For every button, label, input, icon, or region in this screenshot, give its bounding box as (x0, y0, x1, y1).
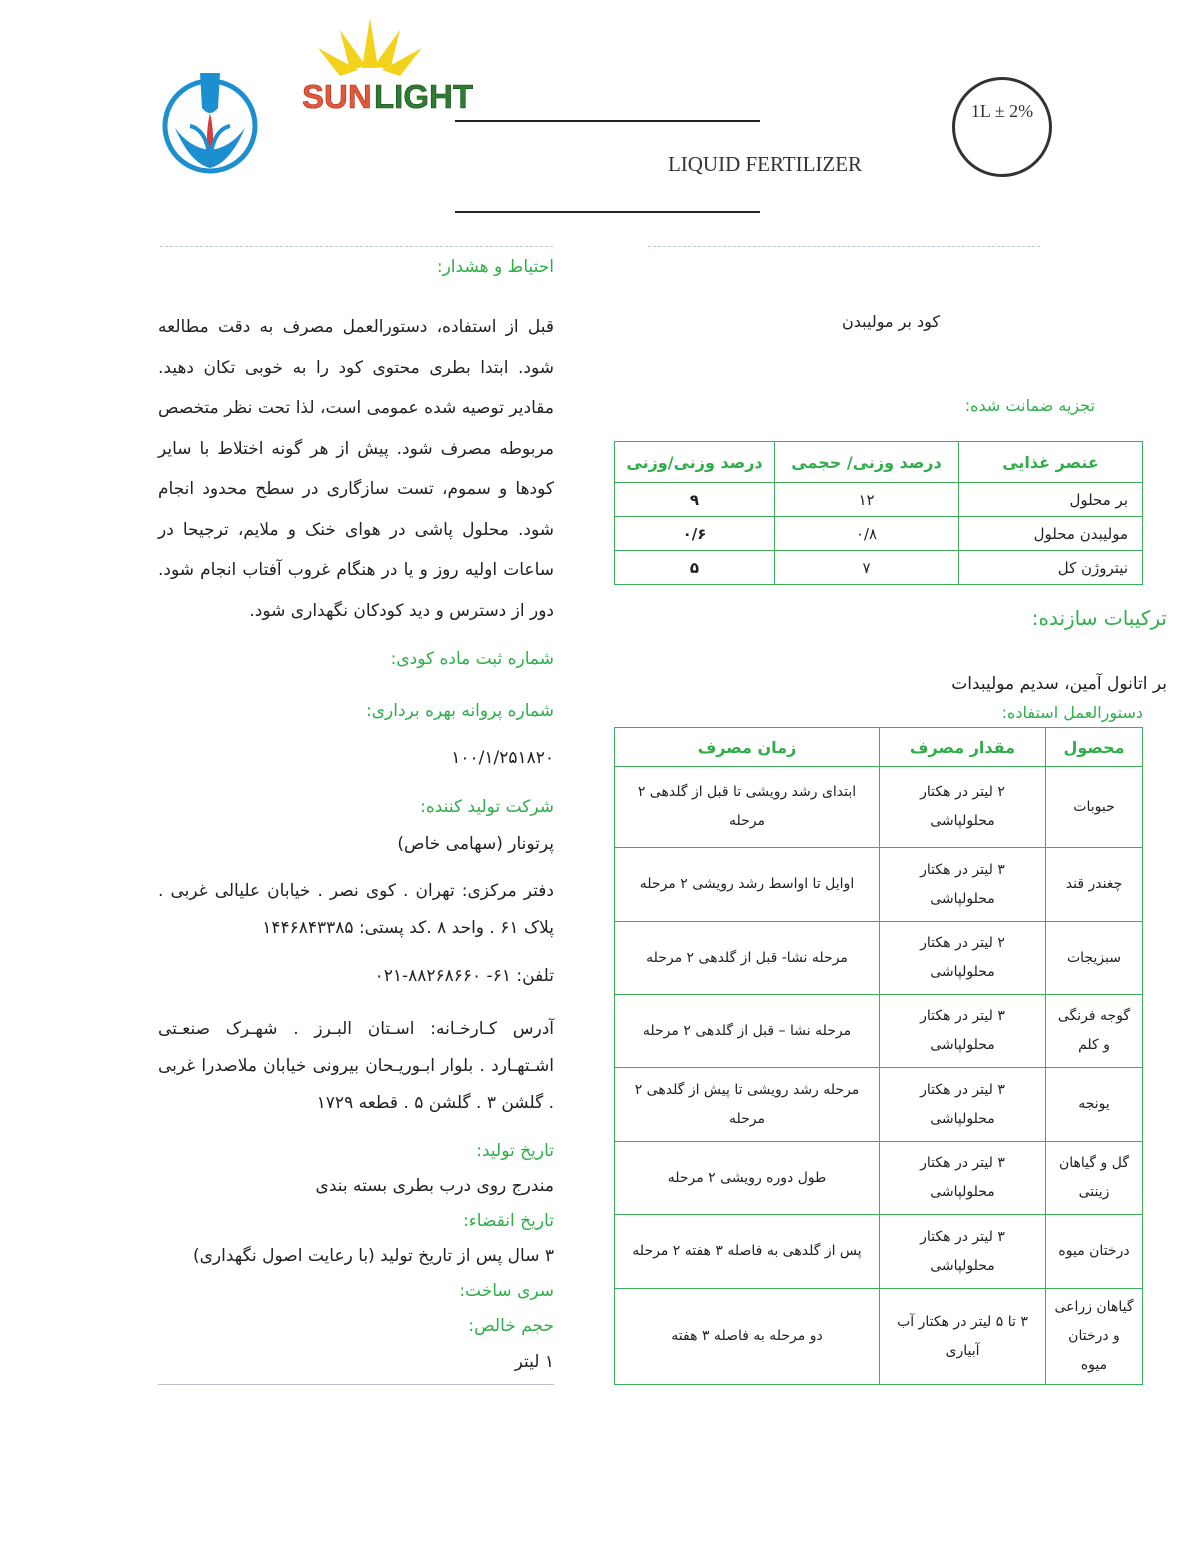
table-row (615, 1068, 1143, 1142)
table-row (615, 1215, 1143, 1289)
table-row (615, 1142, 1143, 1215)
table-cell: ۳ لیتر در هکتار محلولپاشی (880, 1142, 1046, 1215)
usage-title: دستورالعمل استفاده: (1001, 703, 1143, 722)
svg-text:LIGHT: LIGHT (374, 78, 473, 115)
license-title: شماره پروانه بهره برداری: (366, 701, 554, 721)
expiry-title: تاریخ انقضاء: (463, 1211, 554, 1231)
table-cell: ۲ لیتر در هکتار محلولپاشی (880, 767, 1046, 848)
table-cell: درختان میوه (1046, 1215, 1143, 1289)
table-cell: ۲ لیتر در هکتار محلولپاشی (880, 922, 1046, 995)
table-cell: حبوبات (1046, 767, 1143, 848)
production-date-title: تاریخ تولید: (476, 1141, 554, 1161)
table-cell: گیاهان زراعی و درختان میوه (1046, 1289, 1143, 1385)
table-cell: طول دوره رویشی ۲ مرحله (615, 1142, 880, 1215)
office-address: دفتر مرکزی: تهران . کوی نصر . خیابان علیالی غربی . پلاک ۶۱ . واحد ۸ .کد پستی: ۱۴۴۶۸۴۳۳۸۵ (158, 881, 554, 938)
table-cell: چغندر قند (1046, 848, 1143, 922)
table-cell: مولیبدن محلول (959, 517, 1143, 551)
table-row (615, 551, 1143, 585)
table-row (615, 1289, 1143, 1385)
table-cell: گوجه فرنگی و کلم (1046, 995, 1143, 1068)
divider (648, 246, 1040, 247)
table-cell: ۹ (615, 483, 775, 517)
table-row (615, 848, 1143, 922)
warning-title: احتیاط و هشدار: (436, 257, 554, 277)
sunlight-logo (300, 18, 473, 118)
ingredients-text: بر اتانول آمین، سدیم مولیبدات (951, 674, 1167, 694)
table-cell: ۳ تا ۵ لیتر در هکتار آب آبیاری (880, 1289, 1046, 1385)
table-cell: ۳ لیتر در هکتار محلولپاشی (880, 1068, 1046, 1142)
table-row (615, 767, 1143, 848)
registration-title: شماره ثبت ماده کودی: (390, 649, 554, 669)
table-cell: ابتدای رشد رویشی تا قبل از گلدهی ۲ مرحله (615, 767, 880, 848)
batch-title: سری ساخت: (459, 1281, 554, 1301)
table-cell: سبزیجات (1046, 922, 1143, 995)
table-cell: اوایل تا اواسط رشد رویشی ۲ مرحله (615, 848, 880, 922)
table-header-cell: مقدار مصرف (880, 728, 1046, 767)
table-cell: گل و گیاهان زینتی (1046, 1142, 1143, 1215)
table-header-row (615, 442, 1143, 483)
analysis-table (614, 441, 1143, 585)
license-number: ۱۰۰/۱/۲۵۱۸۲۰ (451, 748, 554, 768)
production-date: مندرج روی درب بطری بسته بندی (315, 1176, 554, 1196)
warning-text: قبل از استفاده، دستورالعمل مصرف به دقت مطالعه شود. ابتدا بطری محتوی کود را به خوبی تکان دهید. مقادیر توصیه شده عمومی است، لذا تحت نظر متخصص مربوطه مصرف شود. پیش از هر گونه اختلاط با سایر کودها و سموم، تست سازگاری در سطح محدود انجام شود. محلول پاشی در هوای خنک و ملایم، ترجیحا در ساعات اولیه روز و یا در هنگام غروب آفتاب انجام شود. دور از دسترس و دید کودکان نگهداری شود. (158, 317, 554, 621)
manufacturer-title: شرکت تولید کننده: (420, 797, 554, 817)
factory-address: آدرس کـارخـانه: اسـتان البـرز . شهـرک صنعـتی اشـتهـارد . بلوار ابـوریـحان بیرونی خیابان ملاصدرا غربی . گلشن ۳ . گلشن ۵ . قطعه ۱۷۲۹ (158, 1019, 554, 1113)
table-cell: ۰/۶ (615, 517, 775, 551)
table-cell: ۷ (775, 551, 959, 585)
net-volume-title: حجم خالص: (468, 1316, 554, 1336)
table-cell: پس از گلدهی به فاصله ۳ هفته ۲ مرحله (615, 1215, 880, 1289)
table-cell: نیتروژن کل (959, 551, 1143, 585)
table-cell: یونجه (1046, 1068, 1143, 1142)
svg-text:SUN: SUN (302, 78, 372, 115)
expiry: ۳ سال پس از تاریخ تولید (با رعایت اصول نگهداری) (192, 1246, 554, 1266)
ingredients-title: ترکیبات سازنده: (1031, 606, 1167, 630)
volume-text: 1L ± 2% (970, 101, 1034, 121)
table-header-cell: عنصر غذایی (959, 442, 1143, 483)
product-name: کود بر مولیبدن (842, 312, 940, 331)
table-cell: ۳ لیتر در هکتار محلولپاشی (880, 1215, 1046, 1289)
usage-table (614, 727, 1143, 1385)
net-volume: ۱ لیتر (158, 1344, 554, 1385)
table-cell: مرحله رشد رویشی تا پیش از گلدهی ۲ مرحله (615, 1068, 880, 1142)
manufacturer-name: پرتونار (سهامی خاص) (397, 834, 554, 854)
table-cell: بر محلول (959, 483, 1143, 517)
header-rule-top (455, 120, 760, 122)
phone: تلفن: ۶۱- ۸۸۲۶۸۶۶۰-۰۲۱ (374, 966, 554, 986)
table-row (615, 517, 1143, 551)
table-cell: ۳ لیتر در هکتار محلولپاشی (880, 995, 1046, 1068)
document-title: LIQUID FERTILIZER (667, 152, 863, 176)
table-cell: ۰/۸ (775, 517, 959, 551)
company-logo (160, 68, 260, 178)
table-header-cell: درصد وزنی/ حجمی (775, 442, 959, 483)
table-row (615, 995, 1143, 1068)
table-row (615, 922, 1143, 995)
table-cell: ۵ (615, 551, 775, 585)
table-header-row (615, 728, 1143, 767)
table-cell: ۱۲ (775, 483, 959, 517)
table-row (615, 483, 1143, 517)
info-column (158, 254, 554, 1385)
table-header-cell: زمان مصرف (615, 728, 880, 767)
table-cell: دو مرحله به فاصله ۳ هفته (615, 1289, 880, 1385)
volume-badge (952, 77, 1052, 177)
table-cell: مرحله نشا- قبل از گلدهی ۲ مرحله (615, 922, 880, 995)
table-cell: مرحله نشا – قبل از گلدهی ۲ مرحله (615, 995, 880, 1068)
table-header-cell: محصول (1046, 728, 1143, 767)
guarantee-title: تجزیه ضمانت شده: (964, 396, 1095, 415)
table-cell: ۳ لیتر در هکتار محلولپاشی (880, 848, 1046, 922)
table-header-cell: درصد وزنی/وزنی (615, 442, 775, 483)
header-rule-bottom (455, 211, 760, 213)
divider (160, 246, 553, 247)
